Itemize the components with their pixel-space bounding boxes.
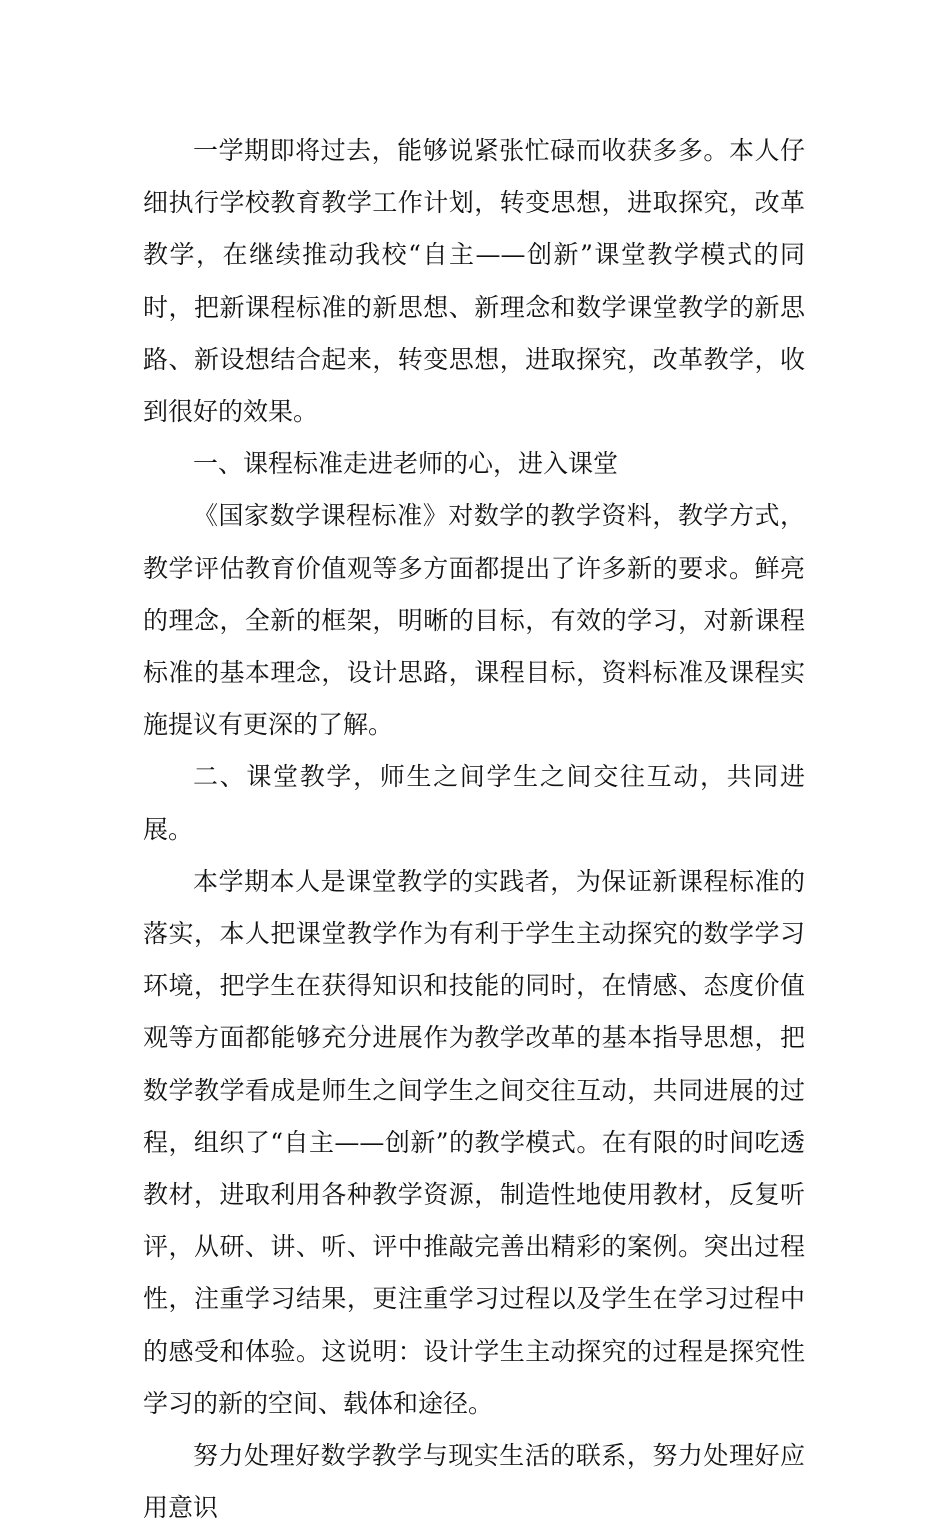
paragraph-curriculum-standard: 《国家数学课程标准》对数学的教学资料，教学方式，教学评估教育价值观等多方面都提出了许多新的要求。鲜亮的理念，全新的框架，明晰的目标，有效的学习，对新课程标准的基本理念，设计思路，课程目标，资料标准及课程实施提议有更深的了解。 <box>143 501 805 740</box>
paragraph-classroom-teaching: 本学期本人是课堂教学的实践者，为保证新课程标准的落实，本人把课堂教学作为有利于学生主动探究的数学学习环境，把学生在获得知识和技能的同时，在情感、态度价值观等方面都能够充分进展作为教学改革的基本指导思想，把数学教学看成是师生之间学生之间交往互动，共同进展的过程，组织了“自主——创新”的教学模式。在有限的时间吃透教材，进取利用各种教学资源，制造性地使用教材，反复听评，从研、讲、听、评中推敲完善出精彩的案例。突出过程性，注重学习结果，更注重学习过程以及学生在学习过程中的感受和体验。这说明：设计学生主动探究的过程是探究性学习的新的空间、载体和途径。 <box>143 866 805 1418</box>
document-body <box>143 125 805 1534</box>
paragraph-intro: 一学期即将过去，能够说紧张忙碌而收获多多。本人仔细执行学校教育教学工作计划，转变思想，进取探究，改革教学，在继续推动我校“自主——创新”课堂教学模式的同时，把新课程标准的新思想、新理念和数学课堂教学的新思路、新设想结合起来，转变思想，进取探究，改革教学，收到很好的效果。 <box>143 136 805 427</box>
paragraph-real-life: 努力处理好数学教学与现实生活的联系，努力处理好应用意识 <box>143 1441 805 1523</box>
section-heading-2: 二、课堂教学，师生之间学生之间交往互动，共同进展。 <box>143 762 805 844</box>
section-heading-1: 一、课程标准走进老师的心，进入课堂 <box>193 449 619 479</box>
